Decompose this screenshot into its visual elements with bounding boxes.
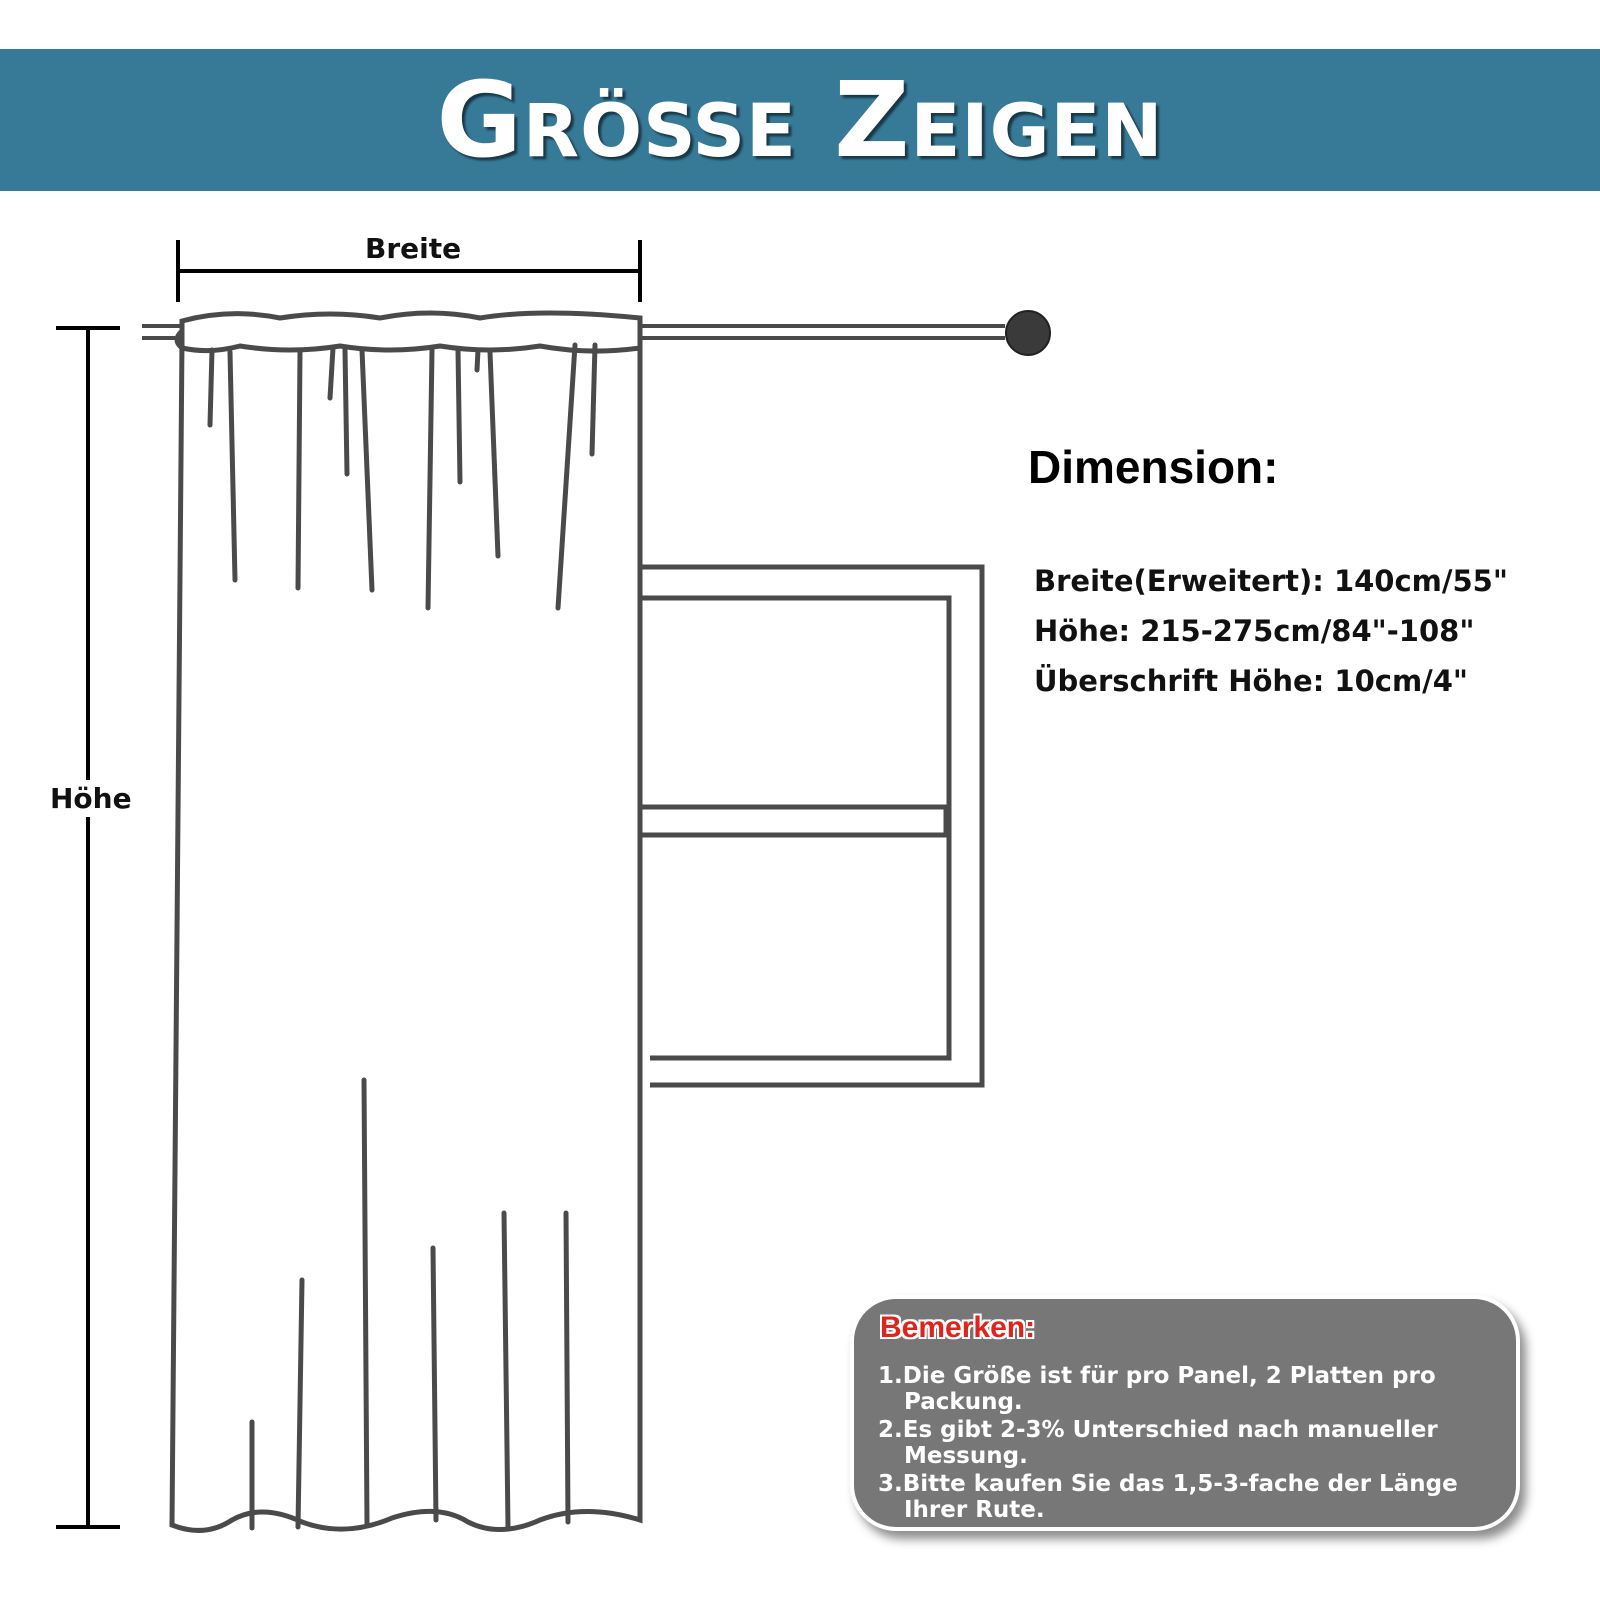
page-title: Größe Zeigen: [436, 59, 1164, 181]
height-dimension: [56, 328, 120, 1527]
spec-height: Höhe: 215-275cm/84"-108": [1034, 614, 1475, 648]
height-label: Höhe: [50, 782, 132, 815]
note-item: 3.Bitte kaufen Sie das 1,5-3-fache der Länge Ihrer Rute.: [878, 1471, 1458, 1523]
spec-header-height: Überschrift Höhe: 10cm/4": [1034, 664, 1469, 698]
spec-width: Breite(Erweitert): 140cm/55": [1034, 564, 1508, 598]
notes-list: [878, 1363, 1502, 1525]
note-item: 2.Es gibt 2-3% Unterschied nach manueller Messung.: [878, 1417, 1438, 1469]
width-label: Breite: [365, 232, 462, 265]
curtain-panel: [172, 313, 640, 1530]
dimension-heading: Dimension:: [1028, 441, 1279, 493]
note-item: 1.Die Größe ist für pro Panel, 2 Platten pro Packung.: [878, 1363, 1436, 1415]
notes-title: Bemerken:: [880, 1311, 1036, 1344]
window-frame: [638, 567, 982, 1085]
rod-finial: [1006, 311, 1050, 355]
notes-box: [850, 1295, 1520, 1531]
